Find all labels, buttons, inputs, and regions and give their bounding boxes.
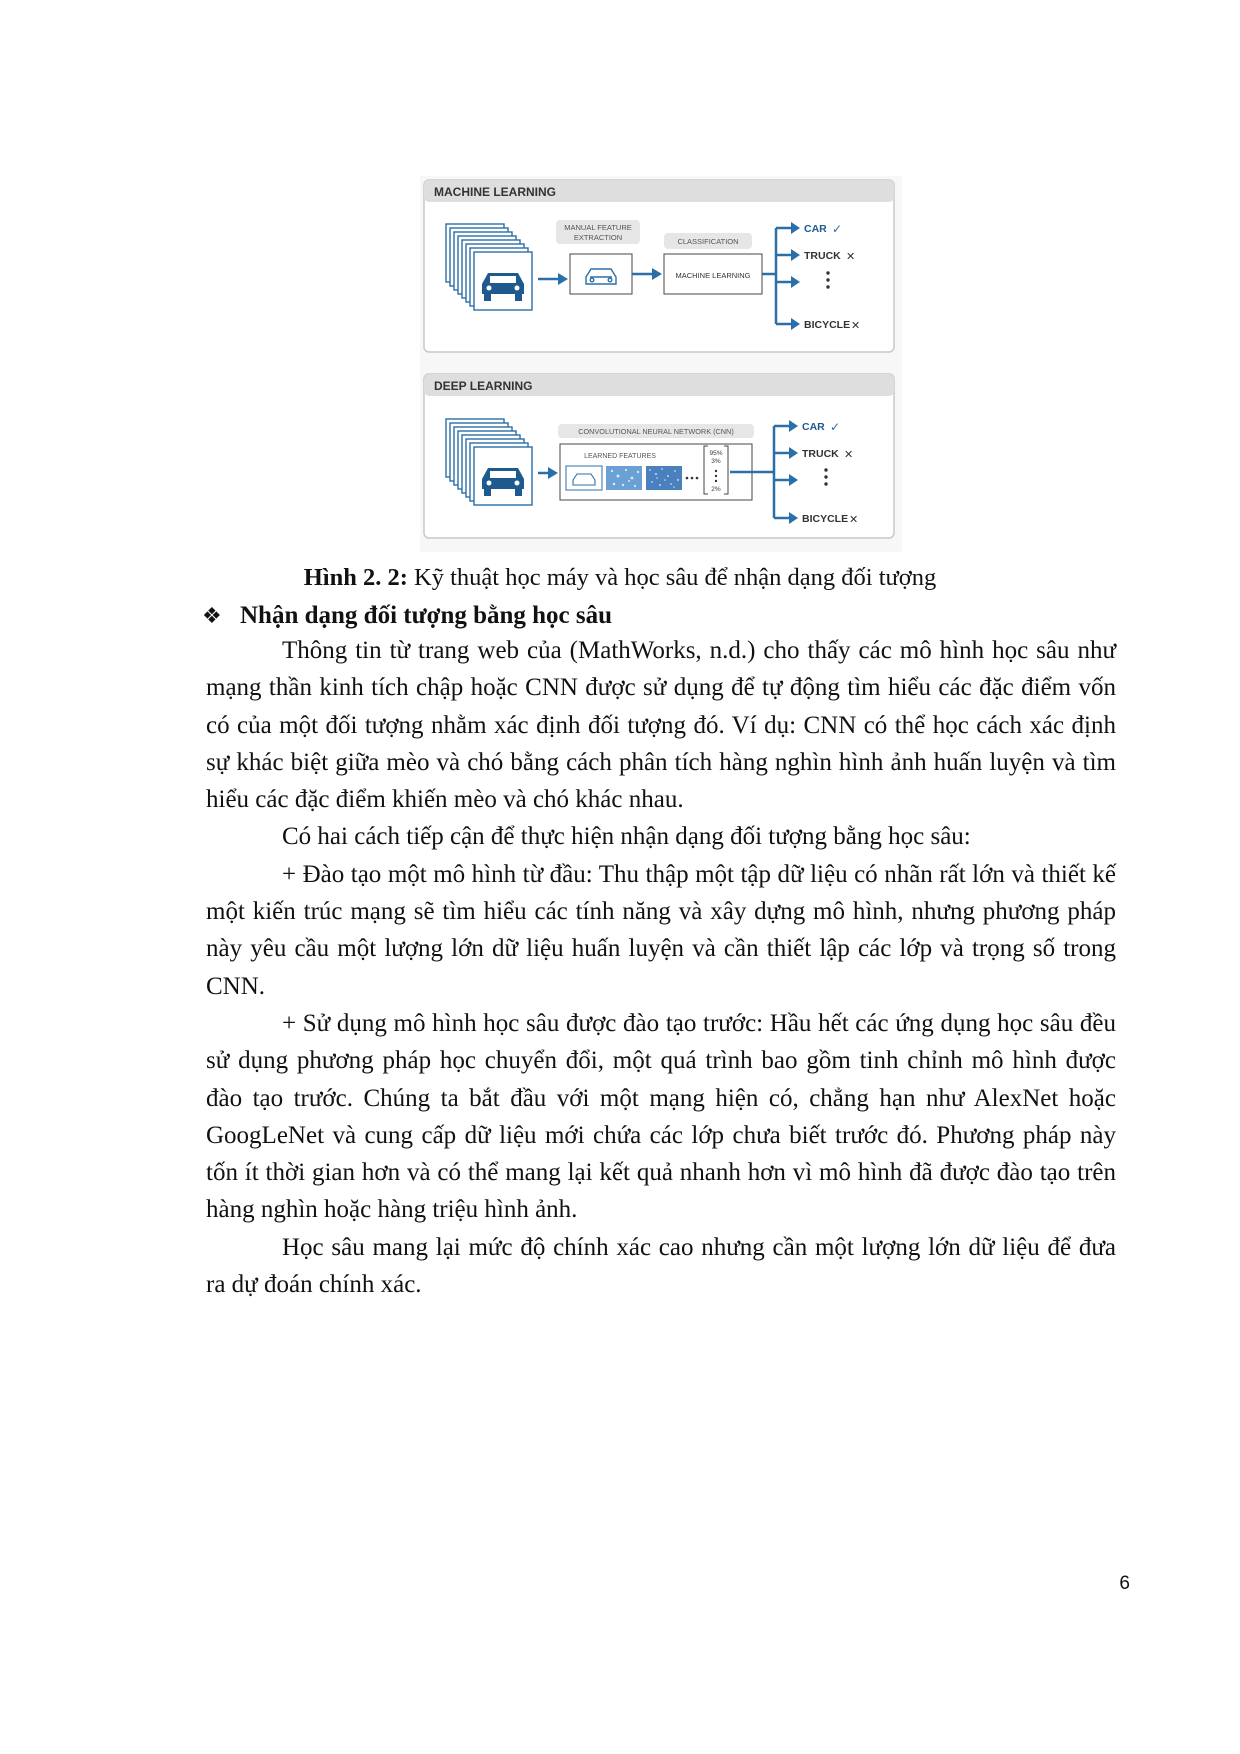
machine-learning-panel bbox=[424, 180, 894, 352]
body-text bbox=[206, 632, 1116, 1303]
section-heading-text: Nhận dạng đối tượng bằng học sâu bbox=[240, 602, 613, 629]
feature-extraction-label-1: MANUAL FEATURE bbox=[564, 223, 632, 232]
section-heading bbox=[202, 600, 613, 632]
probability-car: 95% bbox=[709, 450, 723, 457]
machine-learning-model-label: MACHINE LEARNING bbox=[675, 271, 751, 280]
check-icon: ✓ bbox=[832, 222, 843, 236]
feature-map-1 bbox=[606, 466, 642, 490]
feature-map-2 bbox=[646, 466, 682, 490]
ml-output-truck: TRUCK bbox=[804, 250, 841, 262]
ml-output-bicycle: BICYCLE bbox=[804, 319, 851, 331]
deep-learning-panel bbox=[424, 374, 894, 538]
figure-caption bbox=[0, 563, 1240, 593]
ml-output-car: CAR bbox=[804, 223, 827, 235]
dl-panel-title: DEEP LEARNING bbox=[434, 379, 533, 393]
ellipsis-icon bbox=[686, 477, 699, 480]
cross-icon: ✕ bbox=[849, 514, 859, 526]
paragraph: Thông tin từ trang web của (MathWorks, n.d.) cho thấy các mô hình học sâu như mạng thần kinh tích chập hoặc CNN được sử dụng để tự động tìm hiểu các đặc điểm vốn có của một đối tượng nhằm xác định đối tượng đó. Ví dụ: CNN có thể học cách xác định sự khác biệt giữa mèo và chó bằng cách phân tích hàng nghìn hình ảnh huấn luyện và tìm hiểu các đặc điểm khiến mèo và chó khác nhau. bbox=[206, 637, 1116, 814]
page-number: 6 bbox=[1119, 1573, 1130, 1594]
ml-panel-title: MACHINE LEARNING bbox=[434, 185, 556, 199]
ml-vs-dl-figure bbox=[420, 176, 902, 552]
classification-label: CLASSIFICATION bbox=[677, 237, 739, 246]
ellipsis-icon bbox=[715, 470, 717, 482]
feature-extraction-label-2: EXTRACTION bbox=[573, 233, 623, 242]
learned-features-label: LEARNED FEATURES bbox=[584, 453, 656, 460]
dl-output-car: CAR bbox=[802, 421, 825, 433]
feature-extraction-box bbox=[570, 254, 632, 294]
cross-icon: ✕ bbox=[851, 320, 861, 332]
probability-bicycle: 2% bbox=[711, 486, 721, 493]
paragraph: Học sâu mang lại mức độ chính xác cao nhưng cần một lượng lớn dữ liệu để đưa ra dự đoán chính xác. bbox=[206, 1233, 1116, 1299]
dl-output-bicycle: BICYCLE bbox=[802, 513, 849, 525]
cross-icon: ✕ bbox=[844, 449, 854, 461]
check-icon: ✓ bbox=[830, 420, 841, 434]
cnn-label: CONVOLUTIONAL NEURAL NETWORK (CNN) bbox=[578, 427, 734, 436]
paragraph: + Sử dụng mô hình học sâu được đào tạo trước: Hầu hết các ứng dụng học sâu đều sử dụng phương pháp học chuyển đổi, một quá trình bao gồm tinh chỉnh mô hình được đào tạo trước. Chúng ta bắt đầu với một mạng hiện có, chẳng hạn như AlexNet hoặc GoogLeNet và cung cấp dữ liệu mới chứa các lớp chưa biết trước đó. Phương pháp này tốn ít thời gian hơn và có thể mang lại kết quả nhanh hơn vì mô hình đã được đào tạo trên hàng nghìn hoặc hàng triệu hình ảnh. bbox=[206, 1009, 1116, 1224]
cross-icon: ✕ bbox=[846, 251, 856, 263]
paragraph: + Đào tạo một mô hình từ đầu: Thu thập một tập dữ liệu có nhãn rất lớn và thiết kế một kiến trúc mạng sẽ tìm hiểu các tính năng và xây dựng mô hình, nhưng phương pháp này yêu cầu một lượng lớn dữ liệu huấn luyện và cần thiết lập các lớp và trọng số trong CNN. bbox=[206, 860, 1116, 1000]
diamond-bullet-icon: ❖ bbox=[202, 603, 222, 628]
probability-truck: 3% bbox=[711, 458, 721, 465]
paragraph: Có hai cách tiếp cận để thực hiện nhận dạng đối tượng bằng học sâu: bbox=[282, 823, 971, 851]
dl-output-truck: TRUCK bbox=[802, 448, 839, 460]
caption-label: Hình 2. 2: bbox=[303, 564, 408, 591]
caption-text: Kỹ thuật học máy và học sâu để nhận dạng đối tượng bbox=[407, 564, 937, 591]
ellipsis-icon bbox=[824, 468, 827, 485]
ellipsis-icon bbox=[826, 271, 829, 288]
